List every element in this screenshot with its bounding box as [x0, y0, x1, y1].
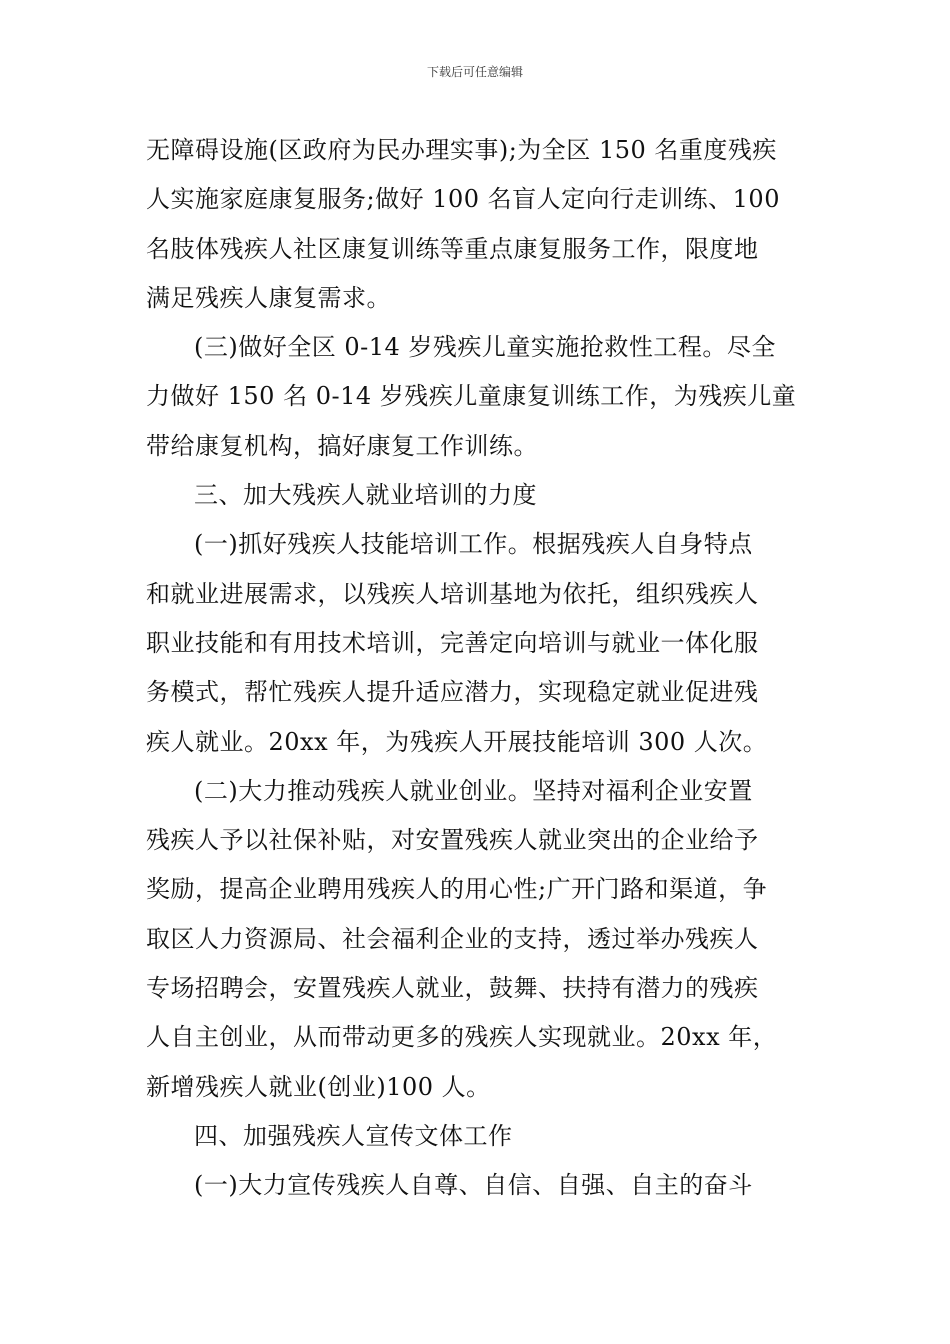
- document-body: [146, 126, 808, 1211]
- text-line: 三、加大残疾人就业培训的力度: [194, 481, 537, 510]
- text-line: 人实施家庭康复服务;做好 100 名盲人定向行走训练、100: [146, 185, 780, 214]
- text-line: 力做好 150 名 0-14 岁残疾儿童康复训练工作，为残疾儿童: [146, 382, 797, 411]
- text-line: 取区人力资源局、社会福利企业的支持，透过举办残疾人: [146, 924, 759, 953]
- text-line: 带给康复机构，搞好康复工作训练。: [146, 431, 538, 460]
- text-line: (三)做好全区 0-14 岁残疾儿童实施抢救性工程。尽全: [194, 333, 776, 362]
- text-line: 残疾人予以社保补贴，对安置残疾人就业突出的企业给予: [146, 826, 759, 855]
- text-line: (二)大力推动残疾人就业创业。坚持对福利企业安置: [194, 776, 753, 805]
- text-line: 无障碍设施(区政府为民办理实事);为全区 150 名重度残疾: [146, 136, 777, 164]
- text-line: 四、加强残疾人宣传文体工作: [194, 1121, 513, 1150]
- text-line: 人自主创业，从而带动更多的残疾人实现就业。20xx 年，: [146, 1023, 778, 1052]
- text-line: 疾人就业。20xx 年，为残疾人开展技能培训 300 人次。: [146, 727, 768, 756]
- text-line: (一)抓好残疾人技能培训工作。根据残疾人自身特点: [194, 530, 753, 559]
- page-header: 下载后可任意编辑: [426, 65, 523, 79]
- text-line: 务模式，帮忙残疾人提升适应潜力，实现稳定就业促进残: [146, 678, 759, 707]
- text-line: 职业技能和有用技术培训，完善定向培训与就业一体化服: [146, 628, 759, 657]
- text-line: (一)大力宣传残疾人自尊、自信、自强、自主的奋斗: [194, 1171, 753, 1200]
- text-line: 名肢体残疾人社区康复训练等重点康复服务工作，限度地: [146, 234, 759, 263]
- text-line: 专场招聘会，安置残疾人就业，鼓舞、扶持有潜力的残疾: [146, 974, 759, 1003]
- text-line: 和就业进展需求，以残疾人培训基地为依托，组织残疾人: [146, 579, 759, 608]
- text-line: 满足残疾人康复需求。: [146, 283, 391, 312]
- text-line: 奖励，提高企业聘用残疾人的用心性;广开门路和渠道，争: [146, 875, 768, 904]
- text-line: 新增残疾人就业(创业)100 人。: [146, 1072, 491, 1101]
